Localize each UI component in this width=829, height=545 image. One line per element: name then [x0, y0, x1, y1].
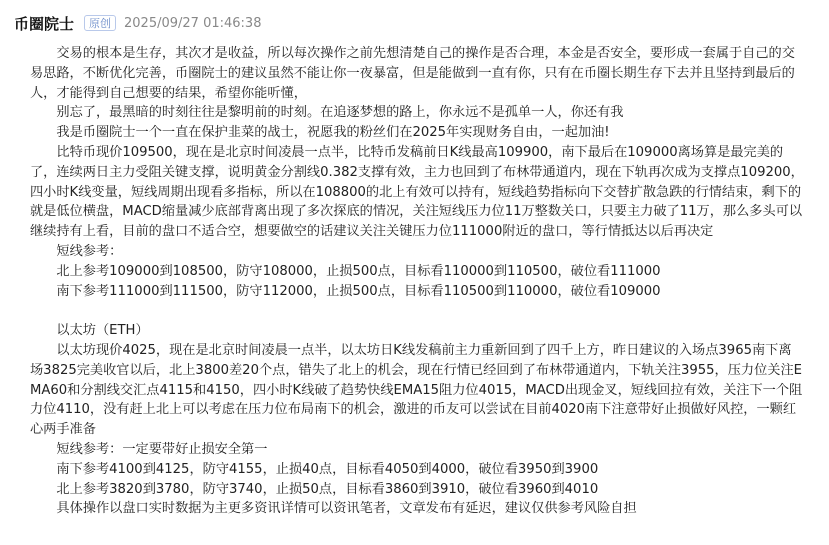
eth-long-plan: 北上参考3820到3780，防守3740，止损50点，目标看3860到3910，破位看3960到4010 — [56, 481, 599, 497]
eth-heading: 以太坊（ETH） — [56, 323, 149, 339]
paragraph-intro: 交易的根本是生存，其次才是收益，所以每次操作之前先想清楚自己的操作是否合理，本金是否安全，要形成一套属于自己的交易思路，不断优化完善，币圈院士的建议虽然不能让你一夜暴富，但是能做到一直有你，只有在币圈长期生存下去并且坚持到最后的人，才能得到自己想要的结果，希望你能听懂， — [30, 46, 795, 101]
btc-short-term-heading: 短线参考： — [56, 243, 123, 259]
post-header — [14, 10, 261, 36]
paragraph-motivation: 别忘了，最黑暗的时刻往往是黎明前的时刻。在追逐梦想的路上，你永远不是孤单一人，你还有我 — [56, 105, 624, 121]
btc-long-plan: 北上参考109000到108500，防守108000，止损500点，目标看110000到110500，破位看111000 — [56, 263, 661, 279]
post-timestamp: 2025/09/27 01:46:38 — [124, 15, 262, 31]
disclaimer: 具体操作以盘口实时数据为主更多资讯详情可以资讯笔者，文章发布有延迟，建议仅供参考风险自担 — [56, 501, 637, 517]
paragraph-eth-analysis: 以太坊现价4025，现在是北京时间凌晨一点半，以太坊日K线发稿前主力重新回到了四千上方，昨日建议的入场点3965南下离场3825完美收官以后，北上3800差20个点，错失了北上的机会，现在行情已经回到了布林带通道内，下轨关注3955，压力位关注EMA60和分割线交汇点4115和4150，四小时K线破了趋势快线EMA15阻力位4015，MACD出现金叉，短线回拉有效，关注下一个阻力位4110，没有赶上北上可以考虑在压力位布局南下的机会，激进的币友可以尝试在目前4020南下注意带好止损做好风控，一颗红心两手准备 — [30, 342, 803, 438]
eth-short-term-heading: 短线参考：一定要带好止损安全第一 — [56, 441, 268, 457]
article-body — [30, 44, 804, 519]
original-badge: 原创 — [84, 15, 116, 31]
author-name[interactable]: 币圈院士 — [14, 14, 75, 33]
paragraph-btc-analysis: 比特币现价109500，现在是北京时间凌晨一点半，比特币发稿前日K线最高109900，南下最后在109000离场算是最完美的了，连续两日主力受阻关键支撑，说明黄金分割线0.382支撑有效，主力也回到了布林带通道内，现在下轨再次成为支撑点109200，四小时K线变量，短线周期出现看多指标，所以在108800的北上有效可以持有，短线趋势指标向下交替扩散急跌的行情结束，剩下的就是低位横盘，MACD缩量减少底部背离出现了多次探底的情况，关注短线压力位11万整数关口，只要主力破了11万，那么多头可以继续持有上看，目前的盘口不适合空，想要做空的话建议关注关键压力位111000附近的盘口，等行情抵达以后再决定 — [30, 144, 804, 240]
paragraph-signature: 我是币圈院士一个一直在保护韭菜的战士，祝愿我的粉丝们在2025年实现财务自由，一起加油! — [56, 125, 610, 141]
paragraph-spacer — [30, 301, 804, 321]
eth-short-plan: 南下参考4100到4125，防守4155，止损40点，目标看4050到4000，破位看3950到3900 — [56, 461, 599, 477]
btc-short-plan: 南下参考111000到111500，防守112000，止损500点，目标看110500到110000，破位看109000 — [56, 283, 661, 299]
